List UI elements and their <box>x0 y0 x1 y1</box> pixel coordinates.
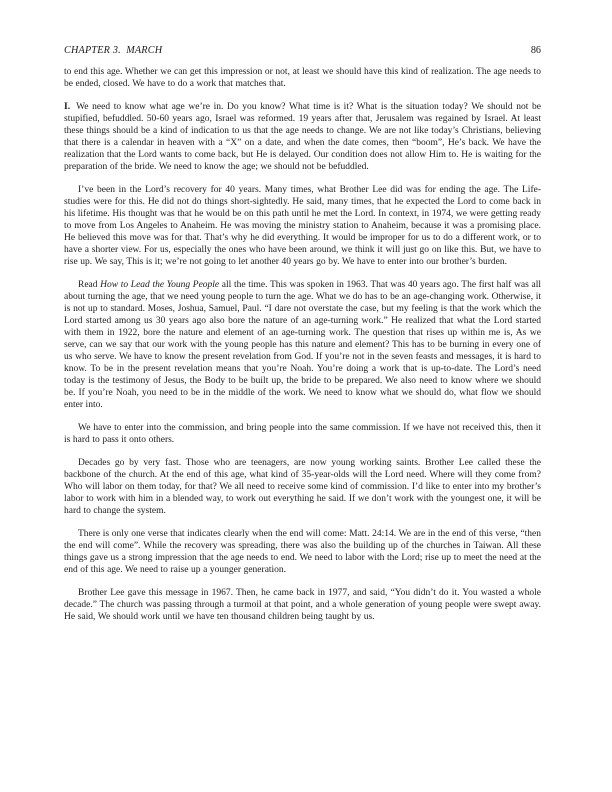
outline-point-label: I. <box>64 102 71 112</box>
paragraph-text: We have to enter into the commission, and bring people into the same commission. If we have not received this, then it is hard to pass it onto others. <box>64 423 541 445</box>
running-head-chapter-title: CHAPTER 3. MARCH <box>64 45 163 56</box>
paragraph-read-book <box>64 279 541 411</box>
page-body-text <box>64 66 541 623</box>
book-title: How to Lead the Young People <box>100 280 220 290</box>
paragraph-outline-point-1 <box>64 101 541 173</box>
paragraph-one-verse <box>64 528 541 576</box>
paragraph-text: We need to know what age we’re in. Do you know? What time is it? What is the situation today? We should not be stupified, befuddled. 50-60 years ago, Israel was reformed. 19 years after that, Jerusalem was regained by Israel. At least these things should be a kind of indication to us that the age needs to change. We are not like today’s Christians, believing that there is a calendar in heaven with a “X” on a date, and when the date comes, then “boom”, He’s back. We have the realization that the Lord wants to come back, but He is delayed. Our condition does not allow Him to. He is waiting for the preparation of the bride. We need to know the age; we should not be befuddled. <box>64 102 541 172</box>
paragraph-text: Brother Lee gave this message in 1967. Then, he came back in 1977, and said, “You didn’t do it. You wasted a whole decade.” The church was passing through a turmoil at that point, and a whole generation of young people were swept away. He said, We should work until we have ten thousand children being taught by us. <box>64 588 541 622</box>
paragraph-brother-lee-1967 <box>64 587 541 623</box>
paragraph-text: to end this age. Whether we can get this impression or not, at least we should have this kind of realization. The age needs to be ended, closed. We have to do a work that matches that. <box>64 67 541 89</box>
paragraph-decades <box>64 457 541 517</box>
paragraph-text: Decades go by very fast. Those who are teenagers, are now young working saints. Brother Lee called these the backbone of the church. At the end of this age, what kind of 35-year-olds will the Lord need. Where will they come from? Who will labor on them today, for that? We all need to receive some kind of commission. I’d like to enter into my brother’s labor to work with him in a blended way, to work out everything he said. If we don’t work with the youngest one, it will be hard to change the system. <box>64 458 541 516</box>
paragraph-commission <box>64 422 541 446</box>
paragraph-text: all the time. This was spoken in 1963. That was 40 years ago. The first half was all about turning the age, that we need young people to turn the age. What we do has to be an age-changing work. Otherwise, it is not up to standard. Moses, Joshua, Samuel, Paul. “I dare not overstate the case, but my feeling is that the work which the Lord started among us 30 years ago also bore the nature of an age-turning work.” He realized that what the Lord started with them in 1922, bore the nature and element of an age-turning work. The question that rises up within me is, As we serve, can we say that our work with the young people has this nature and element? This has to be burning in every one of us who serve. We have to know the present revelation from God. If you’re not in the seven feasts and messages, it is hard to know. To be in the present revelation means that you’re Noah. You’re doing a work that is up-to-date. The Lord’s need today is the testimony of Jesus, the Body to be built up, the bride to be prepared. We also need to know where we should be. If you’re Noah, you need to be in the middle of the work. We need to know what we should do, what flow we should enter into. <box>64 280 541 410</box>
running-head <box>64 45 541 57</box>
page-number: 86 <box>530 45 541 56</box>
paragraph-text: There is only one verse that indicates clearly when the end will come: Matt. 24:14. We are in the end of this verse, “then the end will come”. While the recovery was spreading, there was also the building up of the churches in Taiwan. All these things gave us a strong impression that the age needs to end. We need to labor with the Lord; rise up to meet the need at the end of this age. We need to raise up a younger generation. <box>64 529 541 575</box>
paragraph-lords-recovery <box>64 184 541 268</box>
paragraph-text: Read <box>78 280 101 290</box>
paragraph-continuation <box>64 66 541 90</box>
paragraph-text: I’ve been in the Lord’s recovery for 40 years. Many times, what Brother Lee did was for ending the age. The Life-studies were for this. He did not do things short-sightedly. He said, many times, that he expected the Lord to come back in his lifetime. His thought was that he would be on this path until he met the Lord. In context, in 1974, we were getting ready to move from Los Angeles to Anaheim. He was moving the ministry station to Anaheim, because it was a promising place. He believed this move was for that. That’s why he did everything. It would be improper for us to do a different work, or to have a shorter view. For us, especially the ones who have been around, we think it will just go on like this. But, we have to rise up. We say, This is it; we’re not going to let another 40 years go by. We have to enter into our brother’s burden. <box>64 185 541 267</box>
